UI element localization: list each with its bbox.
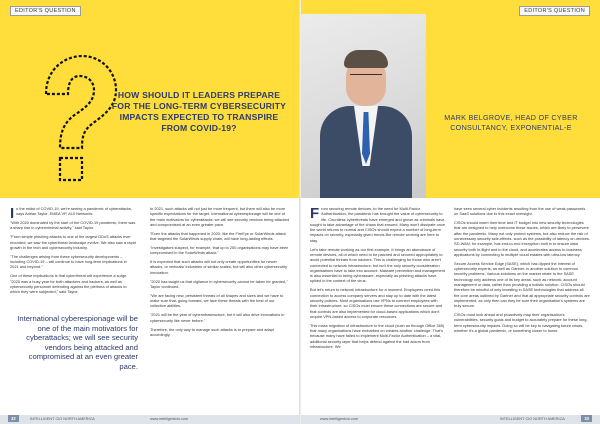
paragraph: In the midst of COVID-19, we're seeing a pandemic of cyberattacks, says Adrian Taylor, EMEA VP, A10 Networks. [10, 205, 132, 222]
paragraph: In 2021, such attacks will not just be more frequent, but there will also be more specific expectations for the target. International cyberespionage will be one of the main motivators for cyberattacks; we will see security vendors being attacked and compromised at an even greater pace. [150, 206, 290, 227]
footer-url-right: www.intelligentcio.com [320, 417, 359, 421]
drop-cap: I [10, 205, 15, 222]
paragraph: have seen several cyber incidents resulting from the use of weak passwords on SaaS solutions due to this exact oversight. [454, 206, 586, 217]
footer-url-left: www.intelligentcio.com [150, 417, 189, 421]
paragraph: "From simple phishing attacks to one of the largest DDoS attacks ever recorded, we saw the cyberthreat landscape evolve. We also saw a rapid growth in the tech and cybersecurity industry. [10, 234, 136, 250]
drop-cap: F [310, 205, 320, 222]
paragraph: "We are facing new, persistent threats of all shapes and sizes and we have to make sure that, going forward, we face these threats with the best of our collective abilities. [150, 292, 284, 309]
portrait-photo [300, 14, 426, 198]
right-column-1 [310, 206, 446, 353]
right-page [300, 0, 600, 424]
right-column-2 [454, 206, 590, 337]
paragraph: "2020 has taught us that vigilance in cybersecurity cannot be taken for granted," Taylor continued. [150, 278, 288, 289]
paragraph: "Even the attacks that happened in 2020, like the FireEye or SolarWinds attack that targeted the SolarWinds supply chain, will have long-lasting effects. [150, 230, 286, 242]
paragraph: But let's return to network infrastructure for a moment. Employees need this connection to access company servers and stay up to date with the latest security policies. Most organisations use VPNs to connect employees with their infrastructure, so CISOs must ensure these connections are secure and that controls are also implemented for cloud-based applications which don't require VPN-based access to corporate resources. [310, 287, 443, 319]
paragraph: "2021 will be the year of cyberinfrastructure, but it will also drive innovations in cybersecurity like never before." [150, 312, 285, 323]
question-mark-graphic [30, 52, 120, 192]
paragraph: "The challenges arising from these cybersecurity developments – including COVID-19 – will continue to have long-term implications in 2021 and beyond." [10, 253, 127, 270]
paragraph: CISOs should insert their time and IT budget into new security technologies that are designed to help overcome these issues, which are likely to persevere after the pandemic. Many not only protect systems, but also reduce the risk of unnecessary security side-effects, such as the possibility of latency on devices. SD-WAN, for example, has end-to-end encryption built in to ensure data security both in-flight and in the cloud, and accelerates access to business applications by connecting to multiple cloud estates with ultra-low latency. [454, 220, 590, 257]
paragraph: From securing remote devices, to the need for Multi-Factor Authentication, the pandemic has brought the value of cybersecurity to life. Countless cyberthreats have emerged and grown as criminals have sought to take advantage of the chaos that ensued. Many won't dissipate once the world returns to normal and CISOs should expect a number of long-term impacts on security, especially given trends like remote working are here to stay. [310, 205, 446, 243]
paragraph: This mass migration of infrastructure to the cloud (such as through Office 365) that many organisations have embarked on creates another challenge. That's because many have failed to implement Multi-Factor Authentication – a vital, additional security layer that helps defend against the bad actors from infrastructure. We [310, 322, 445, 349]
left-column-1 [10, 206, 136, 298]
footer-brand-left: INTELLIGENT CIO NORTH AMERICA [30, 417, 95, 421]
footer-brand-right: INTELLIGENT CIO NORTH AMERICA [500, 417, 565, 421]
section-tag-left: EDITOR'S QUESTION [10, 6, 81, 16]
paragraph: Let's take remote working as our first example. It brings an abundance of remote devices, all of which need to be patched and secured appropriately to avoid potential threats from hackers. This is challenging for those who aren't connected to network infrastructure, but isn't the only security consideration organisations have to take into account. Malware prevention and management is also essential to being cyberaware, especially as phishing attacks have spiked in the context of the virus. [310, 246, 445, 284]
page-gutter [299, 0, 301, 424]
paragraph: Secure Access Service Edge (SASE), which has dipped the interest of cybersecurity experts, as well as Gartner, is another solution to common security problems. Various solutions on the market relate to the SASE technology only address one of its key areas, such as network, account management or data, rather than providing a holistic solution. CISOs should therefore be mindful of only investing in SASE technologies that address all the core areas outlined by Gartner and that all appropriate security controls are implemented, as only then can they be sure their organisation's systems are truly secure. [454, 260, 590, 309]
left-column-2 [150, 206, 290, 341]
pull-quote: International cyberespionage will be one of the main motivators for cyberattacks; we will see security vendors being attacked and compromised at an even greater pace. [17, 314, 138, 371]
paragraph: One of these implications is that cyberthreat will experience a surge. "2020 was a busy year for both attackers and hackers, as well as cybersecurity personnel defending against the plethora of attacks to which they were subjected," said Taylor. [10, 273, 128, 295]
page-number-right: 33 [581, 415, 592, 422]
paragraph: "Investigators suspect, for example, that up to 250 organisations may have been compromised in the SolarWinds attack." [150, 244, 289, 256]
paragraph: CISOs must look ahead and proactively map their organisation's vulnerabilities, security goals and budget to accurately prepare for these long-term cybersecurity impacts. Doing so will be key to navigating future crises, whether it's a global pandemic, or something closer to home. [454, 312, 588, 334]
page-number-left: 32 [8, 415, 19, 422]
photo-caption: MARK BELGROVE, HEAD OF CYBER CONSULTANCY, EXPONENTIAL-E [444, 113, 578, 132]
paragraph: Therefore, the only way to manage such attacks is to prepare and adapt accordingly. [150, 326, 274, 337]
paragraph: "With 2020 dominated by the start of the COVID-19 pandemic, there was a sharp rise in cybercriminal activity," said Taylor. [10, 220, 136, 231]
article-headline: HOW SHOULD IT LEADERS PREPARE FOR THE LONG-TERM CYBERSECURITY IMPACTS EXPECTED TO TRANSPIRE FROM COVID-19? [111, 90, 287, 133]
paragraph: It is expected that such attacks will not only create opportunities for newer attacks, or verticals/ industries of similar scales, but will also other cybersecurity innovation. [150, 259, 288, 275]
section-tag-right: EDITOR'S QUESTION [519, 6, 590, 16]
